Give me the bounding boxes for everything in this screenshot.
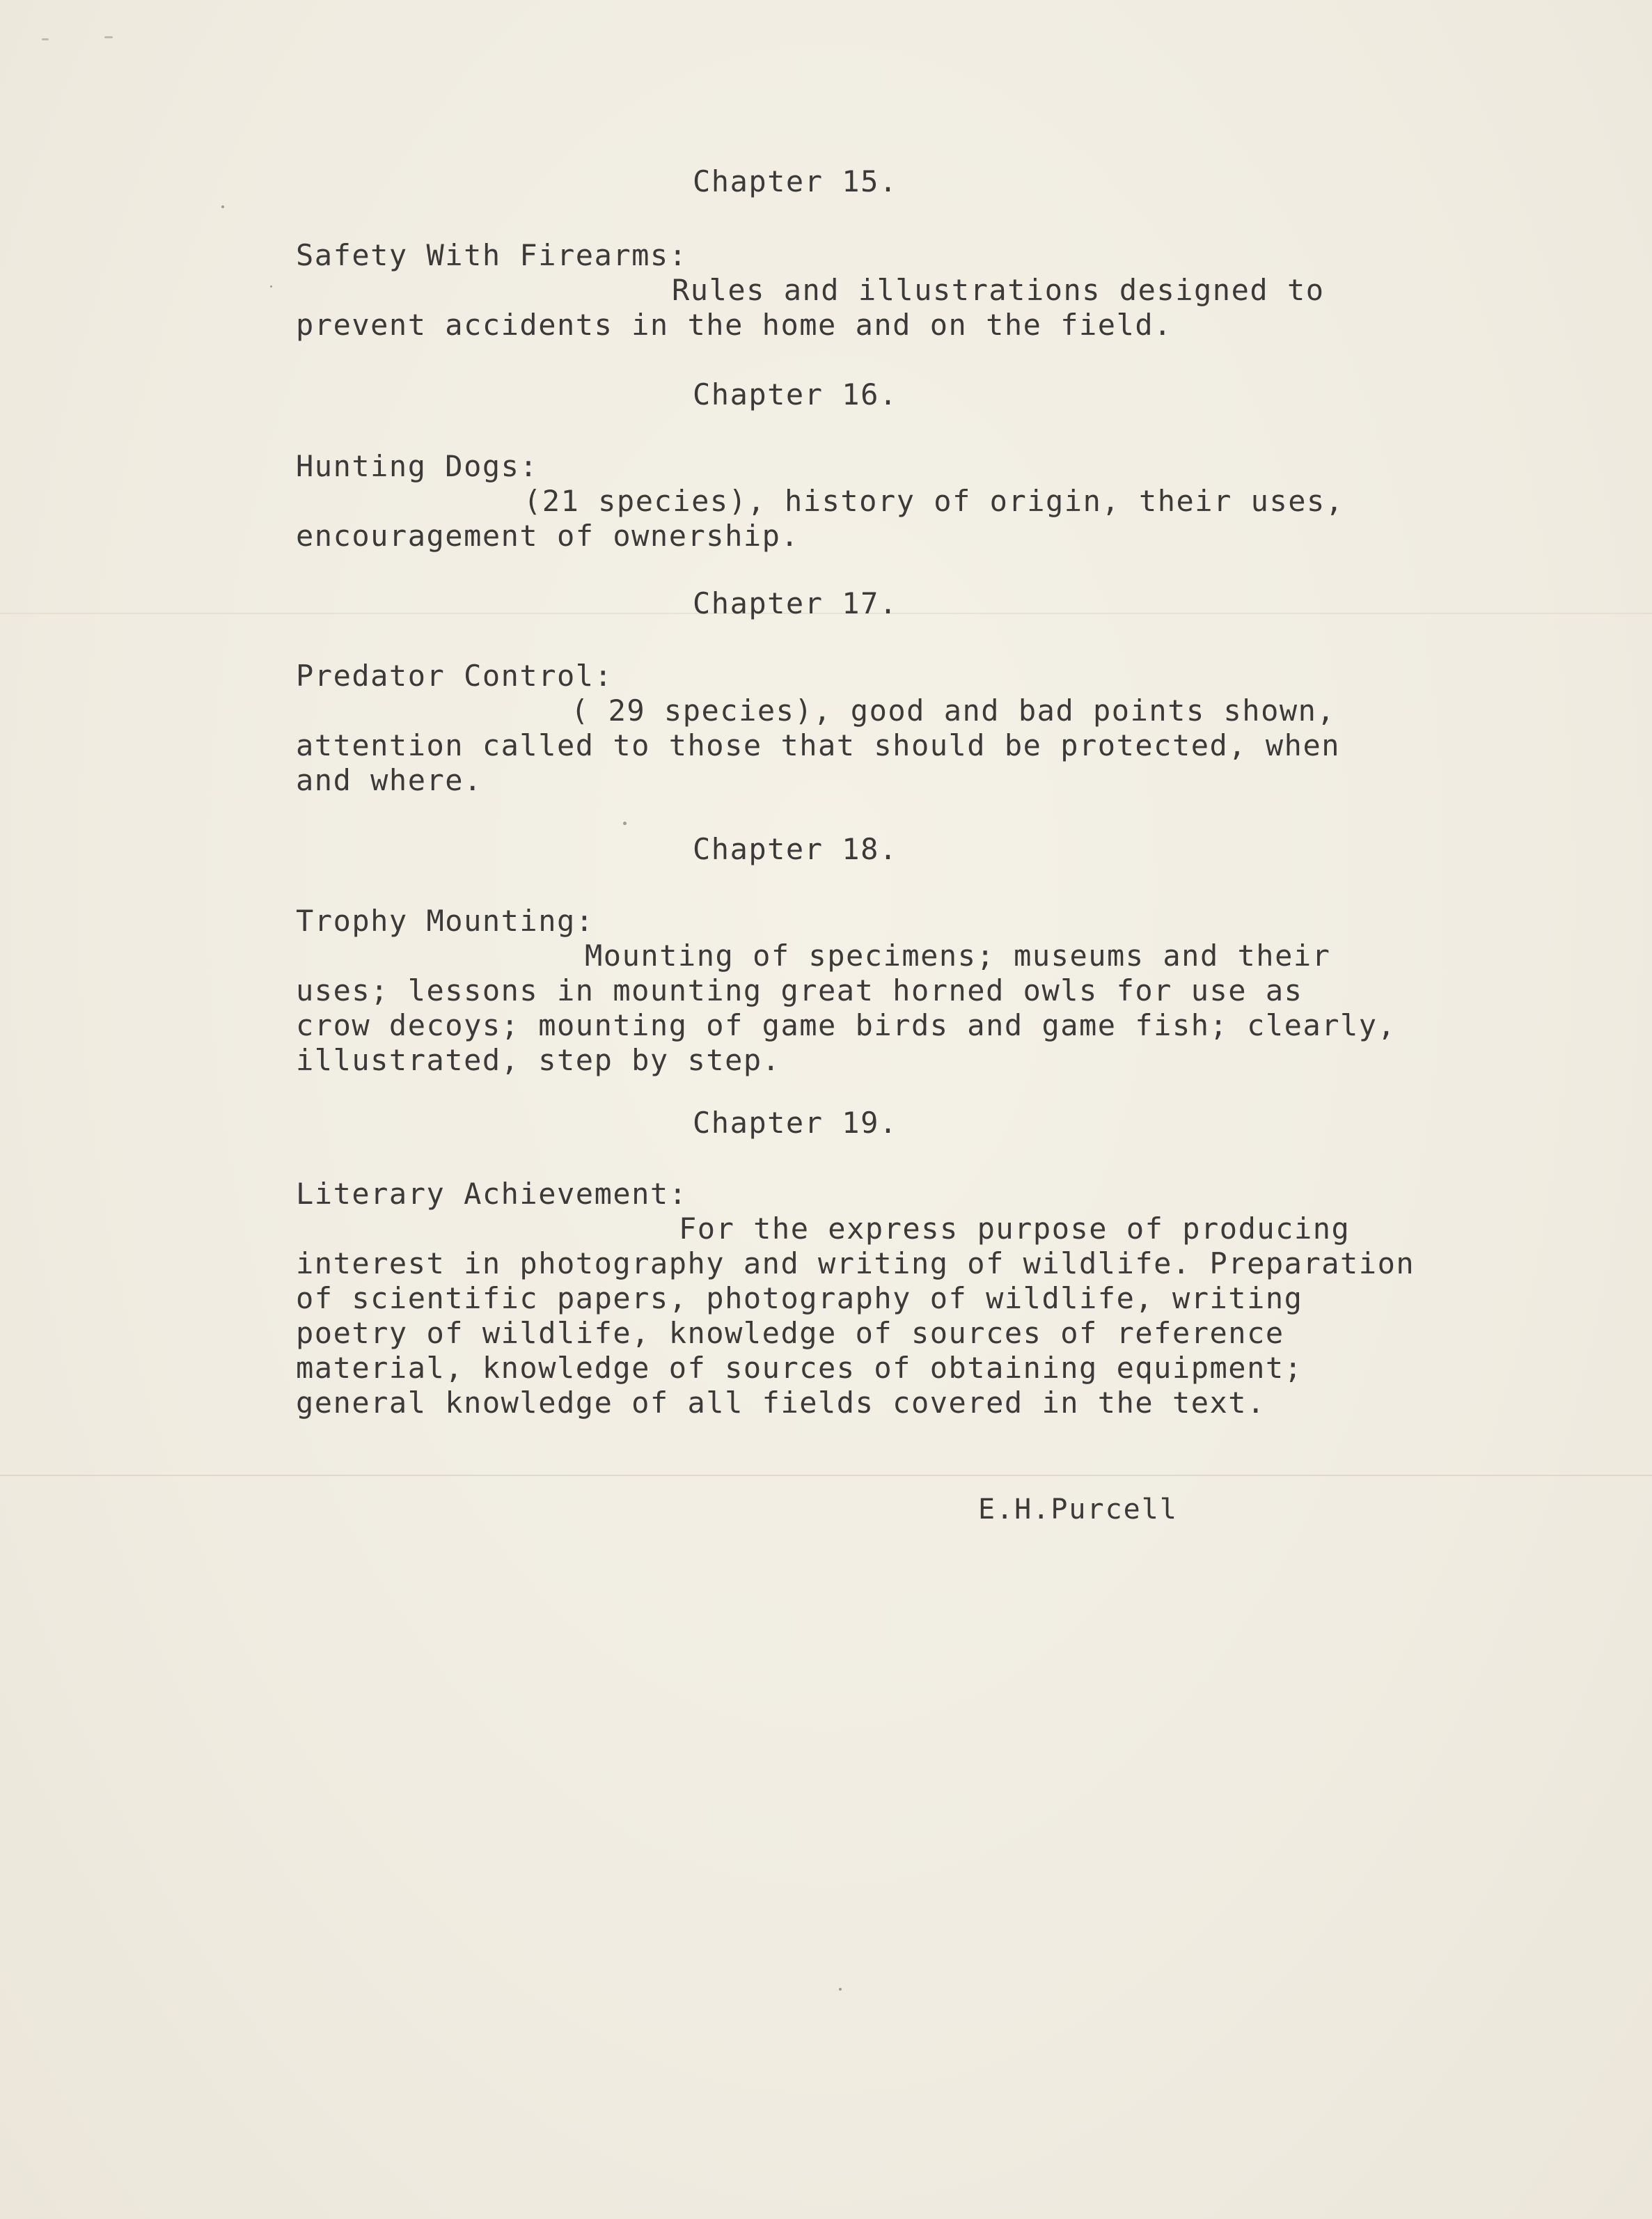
chapter-heading: Chapter 15.: [693, 164, 898, 198]
section-text-line: general knowledge of all fields covered in the text.: [296, 1386, 1266, 1420]
section-text-line: crow decoys; mounting of game birds and game fish; clearly,: [296, 1008, 1397, 1042]
section-text-line: ( 29 species), good and bad points shown,: [571, 693, 1336, 728]
section-text-line: (21 species), history of origin, their uses,: [524, 484, 1344, 518]
section-text-line: illustrated, step by step.: [296, 1043, 781, 1077]
paper-speck: [104, 36, 113, 38]
author-signature: E.H.Purcell: [978, 1493, 1178, 1526]
paper-speck: [623, 822, 627, 825]
section-text-line: uses; lessons in mounting great horned owls for use as: [296, 973, 1303, 1007]
chapter-heading: Chapter 17.: [693, 586, 898, 620]
section-title: Trophy Mounting:: [296, 904, 595, 938]
paper-fold-line: [0, 1475, 1652, 1476]
section-text-line: and where.: [296, 763, 482, 797]
section-text-line: Mounting of specimens; museums and their: [585, 939, 1331, 973]
section-text-line: attention called to those that should be protected, when: [296, 728, 1341, 762]
section-text-line: interest in photography and writing of wildlife. Preparation: [296, 1246, 1415, 1280]
section-title: Literary Achievement:: [296, 1177, 688, 1211]
section-text-line: encouragement of ownership.: [296, 519, 800, 553]
chapter-heading: Chapter 18.: [693, 832, 898, 866]
paper-speck: [221, 205, 224, 208]
paper-speck: [42, 38, 49, 40]
section-title: Safety With Firearms:: [296, 238, 688, 272]
section-text-line: material, knowledge of sources of obtaining equipment;: [296, 1351, 1303, 1385]
paper-speck: [839, 1988, 842, 1991]
section-text-line: of scientific papers, photography of wildlife, writing: [296, 1281, 1303, 1315]
section-title: Predator Control:: [296, 659, 613, 693]
section-text-line: poetry of wildlife, knowledge of sources of reference: [296, 1316, 1284, 1350]
section-text-line: For the express purpose of producing: [679, 1212, 1351, 1246]
section-text-line: prevent accidents in the home and on the field.: [296, 308, 1172, 342]
paper-speck: [270, 285, 272, 288]
chapter-heading: Chapter 16.: [693, 377, 898, 411]
section-text-line: Rules and illustrations designed to: [672, 273, 1325, 307]
section-title: Hunting Dogs:: [296, 449, 539, 483]
chapter-heading: Chapter 19.: [693, 1106, 898, 1140]
